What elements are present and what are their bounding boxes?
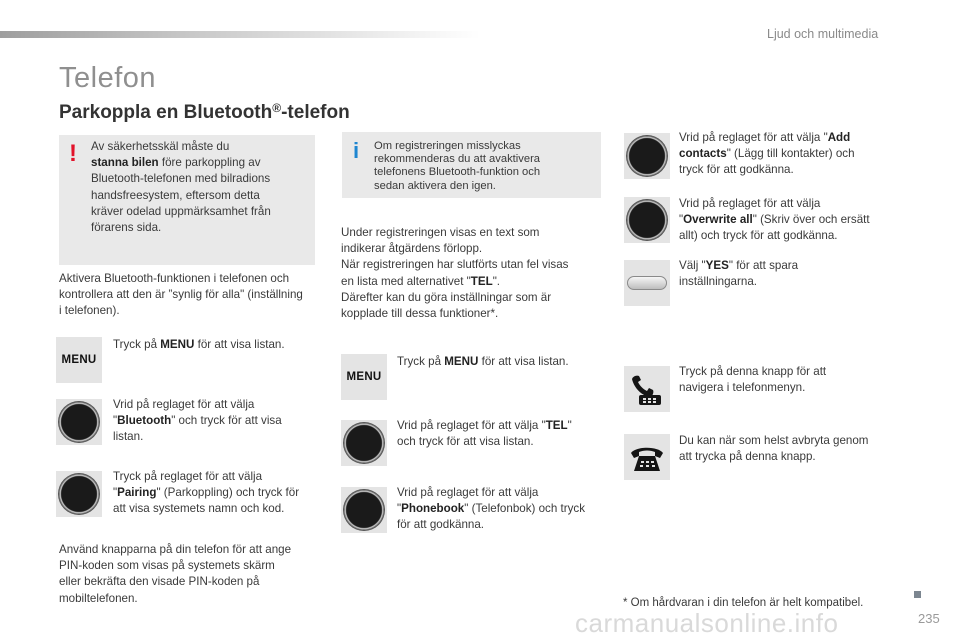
- rotary-knob-icon: [624, 133, 670, 179]
- info-text: Om registreringen misslyckas rekommenderas du att avaktivera telefonens Bluetooth-funktion och sedan aktivera den igen.: [374, 140, 541, 192]
- col1-step2: Vrid på reglaget för att välja "Bluetooth" och tryck för att visa listan.: [113, 398, 282, 444]
- col2-step1: Tryck på MENU för att visa listan.: [397, 355, 569, 368]
- page-number: 235: [918, 611, 940, 626]
- rotary-knob-icon: [56, 399, 102, 445]
- rotary-knob-icon: [341, 420, 387, 466]
- col3-step5: Du kan när som helst avbryta genom att trycka på denna knapp.: [679, 434, 869, 464]
- header-bar: [0, 31, 480, 38]
- col2-step2: Vrid på reglaget för att välja "TEL" och tryck för att visa listan.: [397, 419, 572, 449]
- menu-button-icon: MENU: [341, 354, 387, 400]
- col1-intro: Aktivera Bluetooth-funktionen i telefonen och kontrollera att den är ”synlig för alla" (inställning i telefonen).: [59, 272, 303, 318]
- col2-step3: Vrid på reglaget för att välja "Phonebook" (Telefonbok) och tryck för att godkänna.: [397, 486, 585, 532]
- rotary-knob-icon: [624, 197, 670, 243]
- col2-intro: Under registreringen visas en text som indikerar åtgärdens förlopp. När registreringen har slutförts utan fel visas en lista med alternativet "TEL". Därefter kan du göra inställningar som är kopplade till dessa funktioner*.: [341, 226, 569, 321]
- page-title: Telefon: [59, 62, 157, 94]
- col3-step2: Vrid på reglaget för att välja "Overwrite all" (Skriv över och ersätt allt) och tryck för att godkänna.: [679, 197, 870, 243]
- page-marker: [914, 591, 921, 598]
- menu-button-icon: MENU: [56, 337, 102, 383]
- phone-hangup-icon: [624, 434, 670, 480]
- page-subtitle: Parkoppla en Bluetooth®-telefon: [59, 101, 350, 123]
- watermark: carmanualsonline.info: [575, 608, 839, 638]
- rotary-knob-icon: [56, 471, 102, 517]
- footnote: * Om hårdvaran i din telefon är helt kompatibel.: [623, 597, 864, 609]
- col3-step1: Vrid på reglaget för att välja "Add contacts" (Lägg till kontakter) och tryck för att godkänna.: [679, 131, 855, 177]
- info-icon: i: [353, 138, 360, 163]
- warning-text: Av säkerhetsskäl måste du stanna bilen före parkoppling av Bluetooth-telefonen med bilradions handsfreesystem, eftersom detta kräver odelad uppmärksamhet från förarens sida.: [91, 140, 271, 235]
- phone-pickup-icon: [624, 366, 670, 412]
- rotary-knob-icon: [341, 487, 387, 533]
- warning-box: [59, 135, 315, 265]
- warning-icon: !: [69, 140, 77, 167]
- col3-step4: Tryck på denna knapp för att navigera i telefonmenyn.: [679, 365, 827, 395]
- col1-step3: Tryck på reglaget för att välja "Pairing" (Parkoppling) och tryck för att visa systemets namn och kod.: [113, 470, 300, 516]
- col3-step3: Välj "YES" för att spara inställningarna.: [679, 259, 799, 289]
- section-header: Ljud och multimedia: [767, 27, 879, 41]
- yes-button-icon: [624, 260, 670, 306]
- info-box: [342, 132, 601, 198]
- col1-outro: Använd knapparna på din telefon för att ange PIN-koden som visas på systemets skärm eller bekräfta den visade PIN-koden på mobiltelefonen.: [59, 543, 292, 605]
- col1-step1: Tryck på MENU för att visa listan.: [113, 338, 285, 351]
